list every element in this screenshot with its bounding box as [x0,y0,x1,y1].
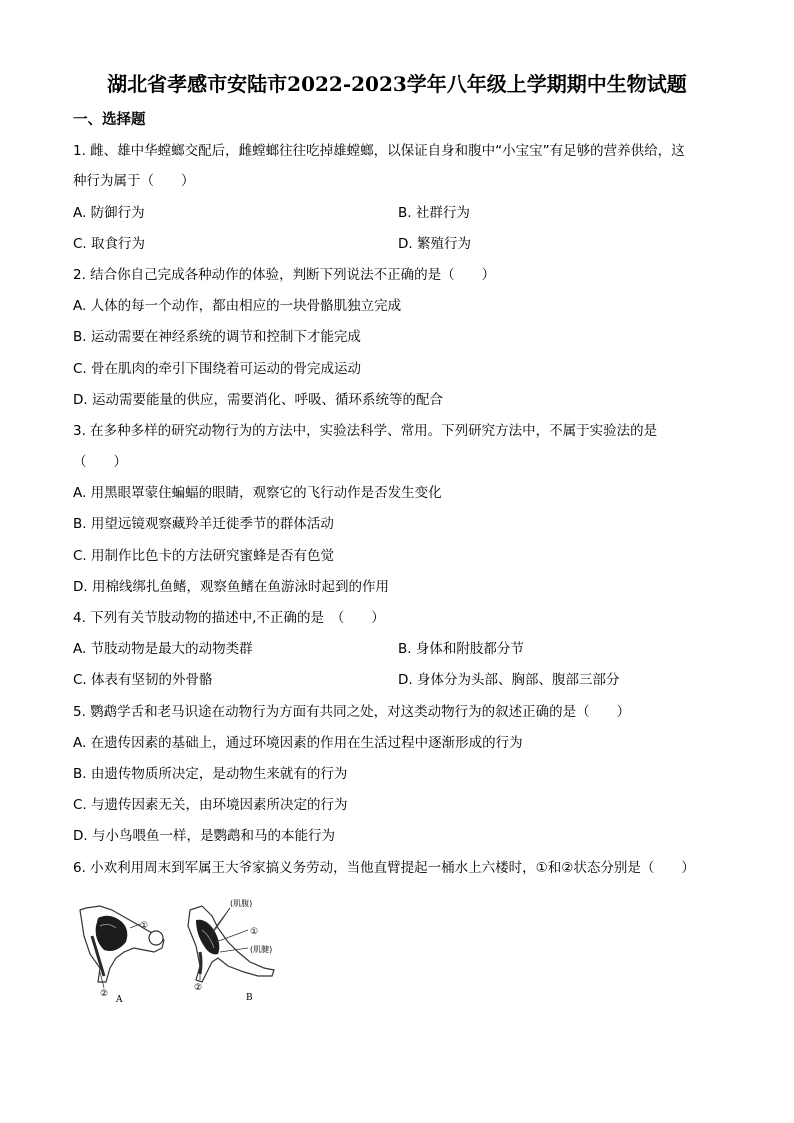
figure-a-mark-2: ② [100,989,109,999]
figure-b-mark-2: ② [194,983,203,993]
question-5-option-b: B. 由遗传物质所决定，是动物生来就有的行为 [73,766,348,782]
question-5-option-a: A. 在遗传因素的基础上，通过环境因素的作用在生活过程中逐渐形成的行为 [73,735,523,751]
question-1-stem-cont: 种行为属于（ ） [73,173,195,189]
figure-b-label-muscle-belly: (肌腹) [230,899,253,908]
question-1-option-b: B. 社群行为 [398,205,470,221]
section-heading: 一、选择题 [73,112,146,128]
question-4-option-b: B. 身体和附肢都分节 [398,641,524,657]
question-3-option-c: C. 用制作比色卡的方法研究蜜蜂是否有色觉 [73,548,335,564]
question-2-option-b: B. 运动需要在神经系统的调节和控制下才能完成 [73,329,361,345]
figure-b-label: B [246,993,253,1003]
question-2-option-a: A. 人体的每一个动作，都由相应的一块骨骼肌独立完成 [73,298,402,314]
question-1-stem: 1. 雌、雄中华螳螂交配后，雌螳螂往往吃掉雄螳螂，以保证自身和腹中“小宝宝”有足够的营养供给，这 [73,143,685,159]
figure-a-label: A [116,995,123,1005]
question-5-option-d: D. 与小鸟喂鱼一样，是鹦鹉和马的本能行为 [73,828,335,844]
question-6-stem: 6. 小欢利用周末到军属王大爷家搞义务劳动，当他直臂提起一桶水上六楼时，①和②状态分别是（ ） [73,860,695,876]
question-1-option-a: A. 防御行为 [73,205,145,221]
question-4-option-c: C. 体表有坚韧的外骨骼 [73,672,213,688]
question-5-option-c: C. 与遗传因素无关，由环境因素所决定的行为 [73,797,348,813]
question-5-stem: 5. 鹦鹉学舌和老马识途在动物行为方面有共同之处，对这类动物行为的叙述正确的是（ ） [73,704,631,720]
question-2-stem: 2. 结合你自己完成各种动作的体验，判断下列说法不正确的是（ ） [73,267,496,283]
question-3-option-b: B. 用望远镜观察藏羚羊迁徙季节的群体活动 [73,516,334,532]
figure-b-arm [188,906,274,982]
question-3-option-a: A. 用黑眼罩蒙住蝙蝠的眼睛，观察它的飞行动作是否发生变化 [73,485,442,501]
question-4-option-d: D. 身体分为头部、胸部、腹部三部分 [398,672,620,688]
question-2-option-d: D. 运动需要能量的供应，需要消化、呼吸、循环系统等的配合 [73,392,443,408]
question-3-stem: 3. 在多种多样的研究动物行为的方法中，实验法科学、常用。下列研究方法中，不属于实验法的是 [73,423,658,439]
question-1-option-c: C. 取食行为 [73,236,146,252]
question-2-option-c: C. 骨在肌肉的牵引下围绕着可运动的骨完成运动 [73,361,362,377]
question-1-option-d: D. 繁殖行为 [398,236,471,252]
figure-b-mark-1: ① [250,927,259,937]
figure-b-label-tendon: (肌腱) [250,945,273,954]
question-3-stem-cont: （ ） [73,454,127,470]
figure-a-arm [80,906,164,988]
question-3-option-d: D. 用棉线绑扎鱼鳍，观察鱼鳍在鱼游泳时起到的作用 [73,579,389,595]
figure-a-mark-1: ① [140,921,149,931]
question-4-stem: 4. 下列有关节肢动物的描述中,不正确的是 （ ） [73,610,385,626]
arm-muscle-figure [78,896,278,1006]
page-title: 湖北省孝感市安陆市2022-2023学年八年级上学期期中生物试题 [107,72,687,96]
question-4-option-a: A. 节肢动物是最大的动物类群 [73,641,253,657]
